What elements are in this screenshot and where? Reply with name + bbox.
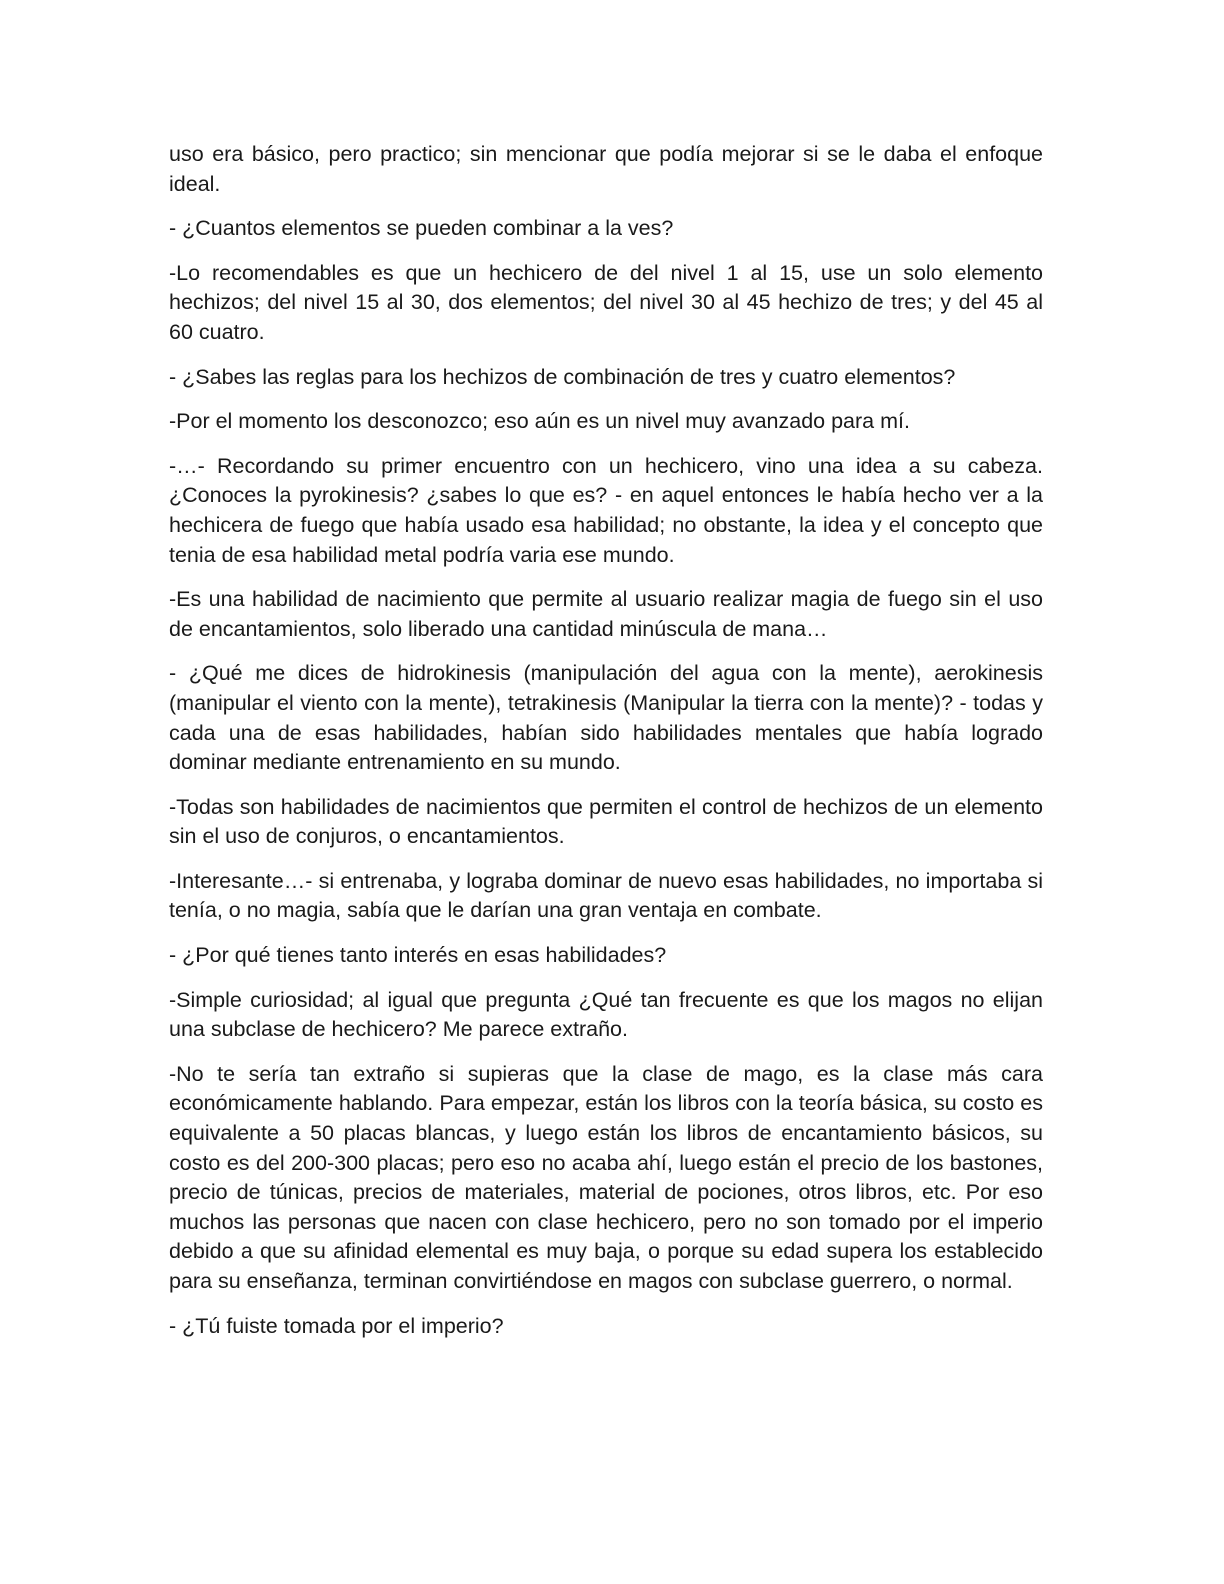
- paragraph: - ¿Cuantos elementos se pueden combinar a la ves?: [169, 216, 674, 241]
- paragraph: -Lo recomendables es que un hechicero de del nivel 1 al 15, use un solo elemento hechizos; del nivel 15 al 30, dos elementos; del nivel 30 al 45 hechizo de tres; y del 45 al 60 cuatro.: [169, 260, 1043, 344]
- paragraph: - ¿Qué me dices de hidrokinesis (manipulación del agua con la mente), aerokinesis (manipular el viento con la mente), tetrakinesis (Manipular la tierra con la mente)? - todas y cada una de esas habilidades, habían sido habilidades mentales que había logrado dominar mediante entrenamiento en su mundo.: [169, 661, 1043, 775]
- paragraph: -Simple curiosidad; al igual que pregunta ¿Qué tan frecuente es que los magos no elijan una subclase de hechicero? Me parece extraño.: [169, 987, 1043, 1042]
- paragraph: -No te sería tan extraño si supieras que la clase de mago, es la clase más cara económicamente hablando. Para empezar, están los libros con la teoría básica, su costo es equivalente a 50 placas blancas, y luego están los libros de encantamiento básicos, su costo es del 200-300 placas; pero eso no acaba ahí, luego están el precio de los bastones, precio de túnicas, precios de materiales, material de pociones, otros libros, etc. Por eso muchos las personas que nacen con clase hechicero, pero no son tomado por el imperio debido a que su afinidad elemental es muy baja, o porque su edad supera los establecido para su enseñanza, terminan convirtiéndose en magos con subclase guerrero, o normal.: [169, 1061, 1043, 1293]
- paragraph: - ¿Sabes las reglas para los hechizos de combinación de tres y cuatro elementos?: [169, 364, 956, 389]
- document-page: [169, 140, 1043, 1356]
- paragraph: -Todas son habilidades de nacimientos que permiten el control de hechizos de un elemento sin el uso de conjuros, o encantamientos.: [169, 794, 1043, 849]
- paragraph: -Es una habilidad de nacimiento que permite al usuario realizar magia de fuego sin el uso de encantamientos, solo liberado una cantidad minúscula de mana…: [169, 587, 1043, 641]
- paragraph: -Por el momento los desconozco; eso aún es un nivel muy avanzado para mí.: [169, 409, 910, 434]
- paragraph: uso era básico, pero practico; sin mencionar que podía mejorar si se le daba el enfoque ideal.: [169, 142, 1043, 196]
- paragraph: -Interesante…- si entrenaba, y lograba dominar de nuevo esas habilidades, no importaba si tenía, o no magia, sabía que le darían una gran ventaja en combate.: [169, 868, 1043, 923]
- paragraph: - ¿Tú fuiste tomada por el imperio?: [169, 1313, 504, 1338]
- paragraph: - ¿Por qué tienes tanto interés en esas habilidades?: [169, 943, 667, 968]
- paragraph: -…- Recordando su primer encuentro con un hechicero, vino una idea a su cabeza. ¿Conoces la pyrokinesis? ¿sabes lo que es? - en aquel entonces le había hecho ver a la hechicera de fuego que había usado esa habilidad; no obstante, la idea y el concepto que tenia de esa habilidad metal podría varia ese mundo.: [169, 453, 1043, 567]
